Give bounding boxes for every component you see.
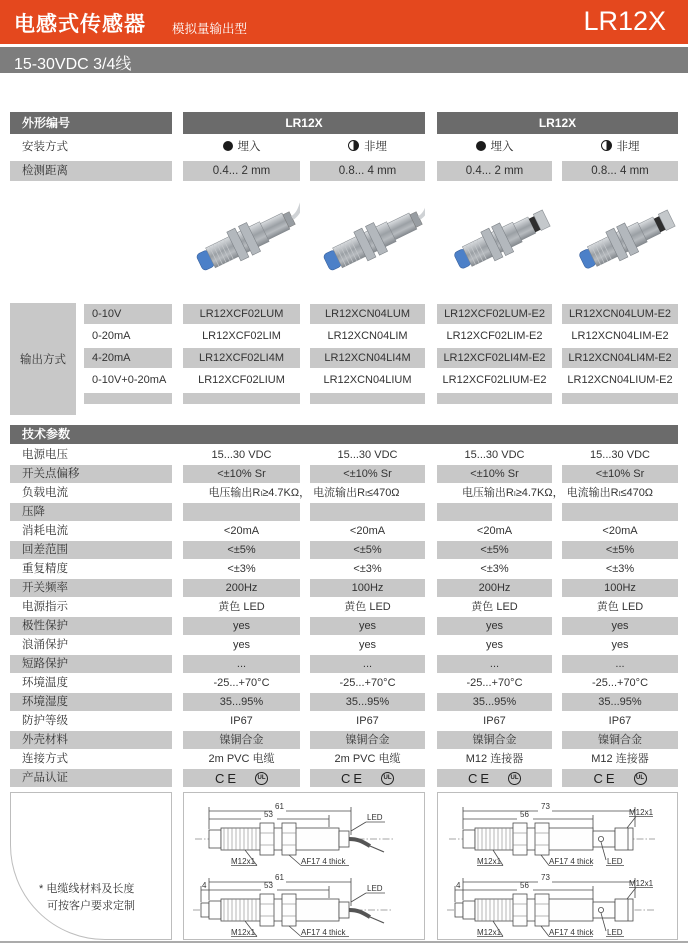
mounting-text: 埋入 [490,141,514,153]
mounting-cell [562,137,678,157]
voltage-text: 15-30VDC 3/4线 [14,56,132,73]
svg-text:M12x1: M12x1 [231,857,256,866]
spec-value [183,503,300,521]
sensor-photo [183,186,300,300]
certification-cell [562,769,678,787]
svg-text:M12x1: M12x1 [231,928,256,937]
tech-params-table [10,446,678,788]
spec-value: <±10% Sr [310,465,425,483]
svg-text:61: 61 [275,802,284,811]
certification-cell [437,769,552,787]
spec-label: 回差范围 [10,541,172,559]
part-number: LR12XCF02LIUM [198,374,285,386]
part-number: LR12XCF02LI4M-E2 [437,348,552,368]
spec-value: yes [611,639,629,651]
spec-value: <±10% Sr [183,465,300,483]
svg-text:LED: LED [607,928,623,937]
empty-cell [562,393,678,404]
empty-cell [310,393,425,404]
cable-note-box [10,792,172,940]
spec-label: 压降 [10,503,172,521]
spec-value: <±3% [480,563,509,575]
spec-value: 15...30 VDC [337,449,398,461]
spec-value: 35...95% [562,693,678,711]
spec-value: 200Hz [183,579,300,597]
spec-value: <±3% [227,563,256,575]
svg-text:LED: LED [367,884,383,893]
part-number: LR12XCF02LIUM-E2 [442,374,547,386]
spec-value: M12 连接器 [465,753,524,765]
spec-value [437,503,552,521]
part-number: LR12XCF02LUM-E2 [437,304,552,324]
spec-row [10,503,678,522]
output-mode-label: 输出方式 [10,303,76,415]
voltage-banner [0,47,688,73]
spec-value: yes [437,617,552,635]
empty-cell [437,393,552,404]
spec-label: 环境湿度 [10,693,172,711]
part-number: LR12XCF02LUM [183,304,300,324]
part-number: LR12XCN04LIUM-E2 [567,374,673,386]
spec-value: yes [232,639,251,651]
part-number: LR12XCF02LI4M [183,348,300,368]
spec-value: -25...+70°C [213,677,270,689]
output-type: 0-20mA [92,330,131,342]
spec-value: ... [562,655,678,673]
spec-row [10,579,678,598]
spec-row [10,750,678,769]
spec-row [10,769,678,788]
part-number: LR12XCN04LIM-E2 [571,330,669,342]
svg-text:73: 73 [541,802,550,811]
part-number: LR12XCN04LI4M-E2 [562,348,678,368]
spec-value: yes [310,617,425,635]
svg-text:53: 53 [264,810,273,819]
spec-value: <20mA [476,525,513,537]
spec-value: ... [183,655,300,673]
part-number: LR12XCF02LIM [202,330,281,342]
mounting-label: 安装方式 [22,141,68,153]
svg-text:56: 56 [520,810,529,819]
note-line1: 电缆线材料及长度 [46,883,135,895]
spec-value: 镍铜合金 [183,731,300,749]
output-row [10,303,678,325]
output-table [10,303,678,404]
spec-value: 黄色 LED [218,601,265,613]
distance-value: 0.8... 4 mm [562,161,678,181]
spec-label: 极性保护 [10,617,172,635]
spec-value: <±10% Sr [437,465,552,483]
spec-value: <±5% [562,541,678,559]
dimension-drawing-connector-flush [443,798,673,868]
series-header-1: LR12X [183,112,425,134]
spec-value: 镍铜合金 [437,731,552,749]
spec-value: <±5% [437,541,552,559]
spec-label: 短路保护 [10,655,172,673]
output-empty-row [10,391,678,413]
connector-drawings-box [437,792,678,940]
spec-label: 消耗电流 [22,525,68,537]
spec-label: 连接方式 [22,753,68,765]
spec-value: ... [437,655,552,673]
spec-value: 15...30 VDC [590,449,650,461]
ce-mark-icon: CE [593,770,618,786]
spec-value: <±5% [310,541,425,559]
spec-value: 15...30 VDC [211,449,272,461]
spec-value: 200Hz [437,579,552,597]
empty-cell [183,393,300,404]
spec-value: 15...30 VDC [464,449,525,461]
certification-cell [183,769,300,787]
svg-text:4: 4 [456,881,461,890]
bottom-divider [0,941,688,943]
spec-value: IP67 [356,715,379,727]
spec-value [310,503,425,521]
svg-text:AF17 4 thick: AF17 4 thick [549,928,594,937]
page-title: 电感式传感器 [14,13,146,36]
svg-text:56: 56 [520,881,529,890]
spec-value: 电压输出Rₗ≥4.7KΩ， 电流输出Rₗ≤470Ω [461,487,654,499]
distance-value: 0.8... 4 mm [310,161,425,181]
spec-value: IP67 [608,715,632,727]
spec-label: 环境温度 [22,677,68,689]
mounting-cell [310,137,425,157]
mounting-cell [437,137,552,157]
model-number: LR12X [583,6,666,36]
shape-header: 外形编号 [10,112,172,134]
output-row [10,325,678,347]
mounting-text: 非埋 [364,141,387,153]
empty-cell [84,393,172,404]
note-line2: 可按客户要求定制 [47,900,135,912]
spec-label: 防护等级 [22,715,68,727]
part-number: LR12XCN04LUM [310,304,425,324]
mounting-cell [183,137,300,157]
spec-value: -25...+70°C [339,677,396,689]
spec-row [10,560,678,579]
spec-value [562,503,678,521]
svg-text:73: 73 [541,873,550,882]
spec-value: yes [183,617,300,635]
page-subtitle: 模拟量输出型 [172,22,248,36]
svg-text:61: 61 [275,873,284,882]
non-flush-icon [601,140,612,151]
distance-value: 0.4... 2 mm [437,161,552,181]
part-number: LR12XCN04LUM-E2 [562,304,678,324]
svg-text:4: 4 [202,881,207,890]
output-type: 4-20mA [84,348,172,368]
certification-cell [310,769,425,787]
spec-row [10,598,678,617]
output-row [10,347,678,369]
spec-row [10,617,678,636]
sensor-photo [562,186,678,300]
spec-value: <±3% [605,563,635,575]
spec-value: <20mA [602,525,638,537]
spec-row [10,636,678,655]
spec-value: 2m PVC 电缆 [334,753,401,765]
cable-drawings-box [183,792,425,940]
non-flush-icon [348,140,359,151]
sensor-photo [310,186,425,300]
spec-value: M12 连接器 [591,753,649,765]
dimension-drawing-cable-flush [189,798,421,868]
mounting-row [10,136,678,158]
ul-mark-icon: UL [634,772,647,785]
spec-row [10,484,678,503]
ce-mark-icon: CE [340,770,366,786]
flush-icon [223,141,233,151]
spec-label: 负载电流 [22,487,68,499]
spec-value: <±3% [353,563,382,575]
svg-text:M12x1: M12x1 [629,808,654,817]
svg-text:AF17 4 thick: AF17 4 thick [301,857,346,866]
part-number: LR12XCF02LIM-E2 [446,330,543,342]
spec-value: <20mA [223,525,260,537]
flush-icon [476,141,486,151]
spec-label: 电源指示 [22,601,68,613]
mounting-text: 埋入 [237,141,261,153]
spec-row [10,731,678,750]
svg-text:M12x1: M12x1 [477,857,502,866]
part-number: LR12XCN04LIM [327,330,408,342]
spec-value: 35...95% [437,693,552,711]
spec-row [10,522,678,541]
spec-value: 35...95% [183,693,300,711]
spec-value: 电压输出Rₗ≥4.7KΩ， 电流输出Rₗ≤470Ω [208,487,400,499]
spec-value: IP67 [483,715,506,727]
spec-value: <±5% [183,541,300,559]
svg-text:53: 53 [264,881,273,890]
ce-mark-icon: CE [467,770,493,786]
ul-mark-icon: UL [381,772,394,785]
output-type: 0-10V [84,304,172,324]
spec-value: 黄色 LED [471,601,518,613]
sensor-photo [437,186,552,300]
svg-text:LED: LED [367,813,383,822]
part-number: LR12XCN04LIUM [323,374,412,386]
spec-value: yes [562,617,678,635]
svg-text:AF17 4 thick: AF17 4 thick [301,928,346,937]
distance-label: 检测距离 [10,161,172,181]
distance-value: 0.4... 2 mm [183,161,300,181]
distance-row [10,160,678,182]
spec-value: ... [310,655,425,673]
svg-text:M12x1: M12x1 [477,928,502,937]
spec-value: <20mA [349,525,386,537]
spec-label: 产品认证 [10,769,172,787]
spec-label: 开关频率 [10,579,172,597]
mounting-text: 非埋 [616,141,640,153]
spec-row [10,655,678,674]
spec-value: 2m PVC 电缆 [208,753,275,765]
svg-text:M12x1: M12x1 [629,879,654,888]
spec-value: 100Hz [310,579,425,597]
ce-mark-icon: CE [214,770,240,786]
spec-value: 35...95% [310,693,425,711]
spec-value: <±10% Sr [562,465,678,483]
ul-mark-icon: UL [255,772,268,785]
ul-mark-icon: UL [508,772,521,785]
spec-row [10,693,678,712]
spec-label: 外壳材料 [10,731,172,749]
svg-text:AF17 4 thick: AF17 4 thick [549,857,594,866]
spec-value: 镍铜合金 [310,731,425,749]
spec-label: 重复精度 [22,563,68,575]
output-row [10,369,678,391]
series-header-2: LR12X [437,112,678,134]
spec-label: 开关点偏移 [10,465,172,483]
spec-row [10,674,678,693]
spec-value: 镍铜合金 [562,731,678,749]
note-bullet: * [39,883,44,895]
spec-row [10,446,678,465]
spec-value: -25...+70°C [591,677,649,689]
dimension-drawing-connector-nonflush [443,869,673,939]
spec-value: IP67 [230,715,253,727]
spec-value: 100Hz [562,579,678,597]
spec-label: 浪涌保护 [22,639,68,651]
spec-row [10,712,678,731]
spec-value: -25...+70°C [466,677,523,689]
spec-value: 黄色 LED [596,601,644,613]
cable-note [39,881,135,915]
spec-value: yes [358,639,377,651]
spec-row [10,465,678,484]
dimension-drawing-cable-nonflush [189,869,421,939]
tech-params-header: 技术参数 [10,425,678,444]
spec-value: yes [485,639,504,651]
part-number: LR12XCN04LI4M [310,348,425,368]
spec-value: 黄色 LED [344,601,391,613]
header-banner [0,0,688,44]
svg-text:LED: LED [607,857,623,866]
output-type: 0-10V+0-20mA [92,374,167,386]
spec-label: 电源电压 [22,449,68,461]
spec-row [10,541,678,560]
